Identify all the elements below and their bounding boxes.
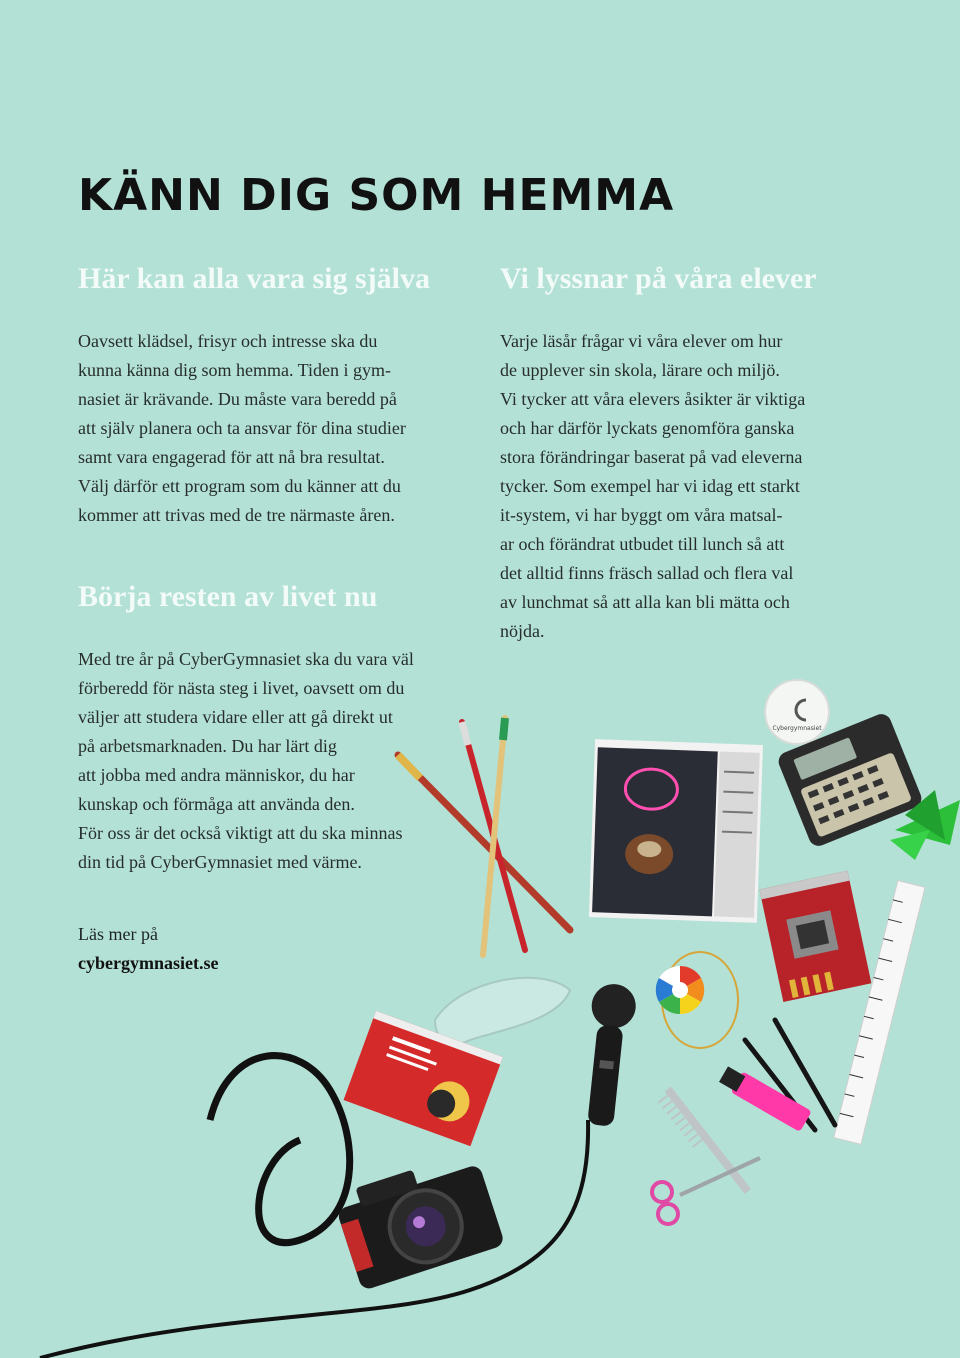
graphics-card-icon: [759, 871, 871, 1002]
text-line: förberedd för nästa steg i livet, oavsett om du: [78, 678, 405, 698]
badge-icon: [765, 680, 829, 744]
text-line: Välj därför ett program som du känner att du: [78, 476, 401, 496]
text-line: nasiet är krävande. Du måste vara beredd på: [78, 389, 397, 409]
text-line: Oavsett klädsel, frisyr och intresse ska du: [78, 331, 378, 351]
microphone-icon: [579, 982, 638, 1128]
section-title-start-life: Börja resten av livet nu: [78, 580, 378, 613]
text-line: Varje läsår frågar vi våra elever om hur: [500, 331, 783, 351]
text-line: på arbetsmarknaden. Du har lärt dig: [78, 736, 337, 756]
safety-glasses-icon: [435, 978, 570, 1044]
text-line: stora förändringar baserat på vad eleverna: [500, 447, 803, 467]
page-heading: KÄNN DIG SOM HEMMA: [78, 170, 675, 221]
text-line: kunskap och förmåga att använda den.: [78, 794, 355, 814]
text-line: det alltid finns fräsch sallad och flera val: [500, 563, 794, 583]
highlighter-icon: [718, 1064, 812, 1132]
text-line: kommer att trivas med de tre närmaste åren.: [78, 505, 395, 525]
text-line: För oss är det också viktigt att du ska minnas: [78, 823, 403, 843]
section-title-be-yourself: Här kan alla vara sig själva: [78, 262, 430, 295]
paintbrushes-icon: [398, 718, 570, 955]
text-line: ar och förändrat utbudet till lunch så att: [500, 534, 785, 554]
text-line: tycker. Som exempel har vi idag ett starkt: [500, 476, 800, 496]
text-line: Vi tycker att våra elevers åsikter är viktiga: [500, 389, 806, 409]
website-link[interactable]: cybergymnasiet.se: [78, 953, 219, 973]
text-line: att själv planera och ta ansvar för dina studier: [78, 418, 406, 438]
read-more-label: Läs mer på: [78, 924, 158, 944]
section-title-we-listen: Vi lyssnar på våra elever: [500, 262, 817, 295]
color-wheel-icon: [656, 966, 704, 1014]
text-line: nöjda.: [500, 621, 545, 641]
text-line: din tid på CyberGymnasiet med värme.: [78, 852, 362, 872]
3d-software-printout-icon: [589, 739, 763, 923]
text-line: Med tre år på CyberGymnasiet ska du vara väl: [78, 649, 414, 669]
text-line: av lunchmat så att alla kan bli mätta och: [500, 592, 790, 612]
text-line: de upplever sin skola, lärare och miljö.: [500, 360, 780, 380]
text-line: att jobba med andra människor, du har: [78, 765, 355, 785]
camera-strap: [210, 1056, 350, 1243]
text-line: kunna känna dig som hemma. Tiden i gym-: [78, 360, 391, 380]
text-line: och har därför lyckats genomföra ganska: [500, 418, 795, 438]
microphone-cable: [40, 1120, 588, 1358]
text-line: väljer att studera vidare eller att gå direkt ut: [78, 707, 393, 727]
badge-text: Cybergymnasiet: [772, 725, 822, 732]
text-line: it-system, vi har byggt om våra matsal-: [500, 505, 783, 525]
camera-icon: [332, 1150, 506, 1291]
text-line: samt vara engagerad för att nå bra resultat.: [78, 447, 385, 467]
